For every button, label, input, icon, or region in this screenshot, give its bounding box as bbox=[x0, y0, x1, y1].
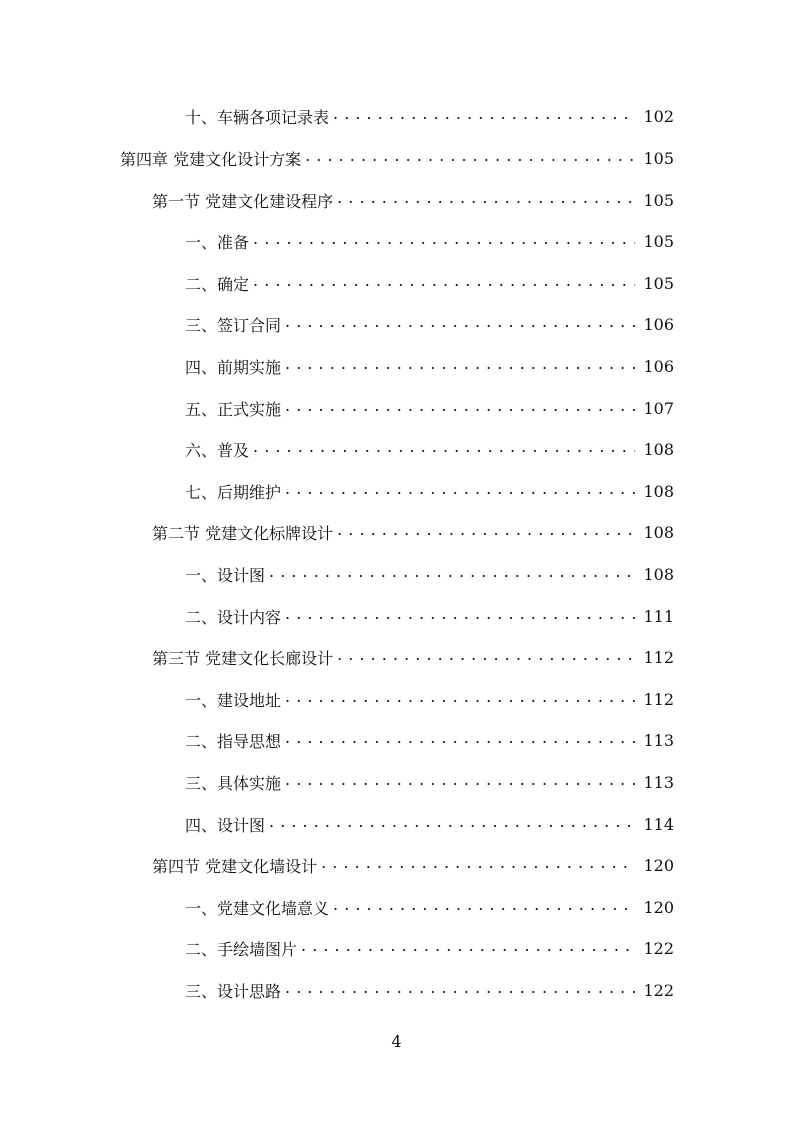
toc-entry-vehicle-records[interactable] bbox=[185, 102, 674, 130]
dot-leader bbox=[285, 394, 635, 422]
toc-entry-title: 七、后期维护 bbox=[185, 482, 282, 502]
dot-leader bbox=[285, 726, 635, 754]
dot-leader bbox=[285, 768, 635, 796]
toc-entry-maintenance[interactable] bbox=[185, 477, 674, 505]
toc-entry-specific-implementation[interactable] bbox=[185, 768, 674, 796]
dot-leader bbox=[285, 477, 635, 505]
dot-leader bbox=[333, 102, 635, 130]
toc-entry-title: 十、车辆各项记录表 bbox=[185, 107, 330, 127]
dot-leader bbox=[285, 685, 635, 713]
toc-entry-prepare[interactable] bbox=[185, 227, 674, 255]
toc-entry-section-2[interactable] bbox=[152, 518, 674, 546]
dot-leader bbox=[337, 643, 635, 671]
dot-leader bbox=[285, 602, 635, 630]
toc-entry-title: 二、手绘墙图片 bbox=[185, 939, 298, 959]
dot-leader bbox=[321, 851, 635, 879]
dot-leader bbox=[285, 310, 635, 338]
toc-entry-page: 113 bbox=[643, 772, 674, 792]
toc-entry-page: 108 bbox=[643, 439, 674, 459]
toc-entry-design-drawing-2[interactable] bbox=[185, 810, 674, 838]
dot-leader bbox=[285, 976, 635, 1004]
toc-entry-page: 108 bbox=[643, 481, 674, 501]
toc-entry-title: 第四节 党建文化墙设计 bbox=[152, 856, 318, 876]
dot-leader bbox=[333, 893, 635, 921]
toc-entry-title: 二、确定 bbox=[185, 274, 250, 294]
dot-leader bbox=[269, 560, 635, 588]
toc-entry-title: 四、设计图 bbox=[185, 815, 266, 835]
toc-entry-page: 120 bbox=[643, 855, 674, 875]
toc-entry-page: 112 bbox=[643, 689, 674, 709]
toc-entry-page: 105 bbox=[643, 190, 674, 210]
toc-entry-title: 三、签订合同 bbox=[185, 315, 282, 335]
dot-leader bbox=[253, 435, 635, 463]
toc-entry-title: 第一节 党建文化建设程序 bbox=[152, 191, 334, 211]
dot-leader bbox=[253, 227, 635, 255]
toc-entry-popularize[interactable] bbox=[185, 435, 674, 463]
toc-entry-early-implementation[interactable] bbox=[185, 352, 674, 380]
toc-entry-title: 一、建设地址 bbox=[185, 690, 282, 710]
toc-entry-section-4[interactable] bbox=[152, 851, 674, 879]
toc-entry-chapter-4[interactable] bbox=[120, 144, 674, 172]
dot-leader bbox=[269, 810, 635, 838]
toc-entry-title: 五、正式实施 bbox=[185, 399, 282, 419]
dot-leader bbox=[337, 186, 635, 214]
toc-entry-page: 106 bbox=[643, 356, 674, 376]
toc-entry-title: 二、指导思想 bbox=[185, 731, 282, 751]
toc-entry-wall-meaning[interactable] bbox=[185, 893, 674, 921]
toc-entry-title: 一、准备 bbox=[185, 232, 250, 252]
toc-entry-page: 105 bbox=[643, 231, 674, 251]
toc-entry-title: 第二节 党建文化标牌设计 bbox=[152, 523, 334, 543]
toc-entry-title: 三、设计思路 bbox=[185, 981, 282, 1001]
toc-entry-page: 120 bbox=[643, 897, 674, 917]
toc-entry-design-drawing[interactable] bbox=[185, 560, 674, 588]
toc-entry-section-1[interactable] bbox=[152, 186, 674, 214]
toc-entry-sign-contract[interactable] bbox=[185, 310, 674, 338]
toc-entry-title: 二、设计内容 bbox=[185, 607, 282, 627]
toc-entry-confirm[interactable] bbox=[185, 269, 674, 297]
toc-entry-title: 一、设计图 bbox=[185, 565, 266, 585]
toc-entry-page: 108 bbox=[643, 522, 674, 542]
toc-entry-hand-painted-wall[interactable] bbox=[185, 934, 674, 962]
toc-entry-title: 六、普及 bbox=[185, 440, 250, 460]
toc-entry-title: 三、具体实施 bbox=[185, 773, 282, 793]
toc-entry-site-address[interactable] bbox=[185, 685, 674, 713]
toc-entry-design-ideas[interactable] bbox=[185, 976, 674, 1004]
toc-entry-design-content[interactable] bbox=[185, 602, 674, 630]
toc-entry-page: 122 bbox=[643, 938, 674, 958]
page-number: 4 bbox=[391, 1032, 402, 1051]
toc-entry-page: 111 bbox=[643, 606, 674, 626]
dot-leader bbox=[253, 269, 635, 297]
toc-entry-page: 107 bbox=[643, 398, 674, 418]
toc-entry-title: 一、党建文化墙意义 bbox=[185, 898, 330, 918]
toc-entry-title: 第四章 党建文化设计方案 bbox=[120, 149, 302, 169]
toc-entry-page: 112 bbox=[643, 647, 674, 667]
toc-entry-page: 113 bbox=[643, 730, 674, 750]
toc-entry-page: 102 bbox=[643, 106, 674, 126]
toc-entry-page: 105 bbox=[643, 148, 674, 168]
toc-entry-formal-implementation[interactable] bbox=[185, 394, 674, 422]
toc-entry-title: 第三节 党建文化长廊设计 bbox=[152, 648, 334, 668]
toc-entry-page: 122 bbox=[643, 980, 674, 1000]
toc-entry-page: 114 bbox=[643, 814, 674, 834]
toc-entry-page: 108 bbox=[643, 564, 674, 584]
toc-entry-guiding-ideology[interactable] bbox=[185, 726, 674, 754]
dot-leader bbox=[305, 144, 635, 172]
toc-entry-section-3[interactable] bbox=[152, 643, 674, 671]
toc-entry-title: 四、前期实施 bbox=[185, 357, 282, 377]
toc-entry-page: 105 bbox=[643, 273, 674, 293]
toc-entry-page: 106 bbox=[643, 314, 674, 334]
dot-leader bbox=[301, 934, 635, 962]
dot-leader bbox=[285, 352, 635, 380]
dot-leader bbox=[337, 518, 635, 546]
